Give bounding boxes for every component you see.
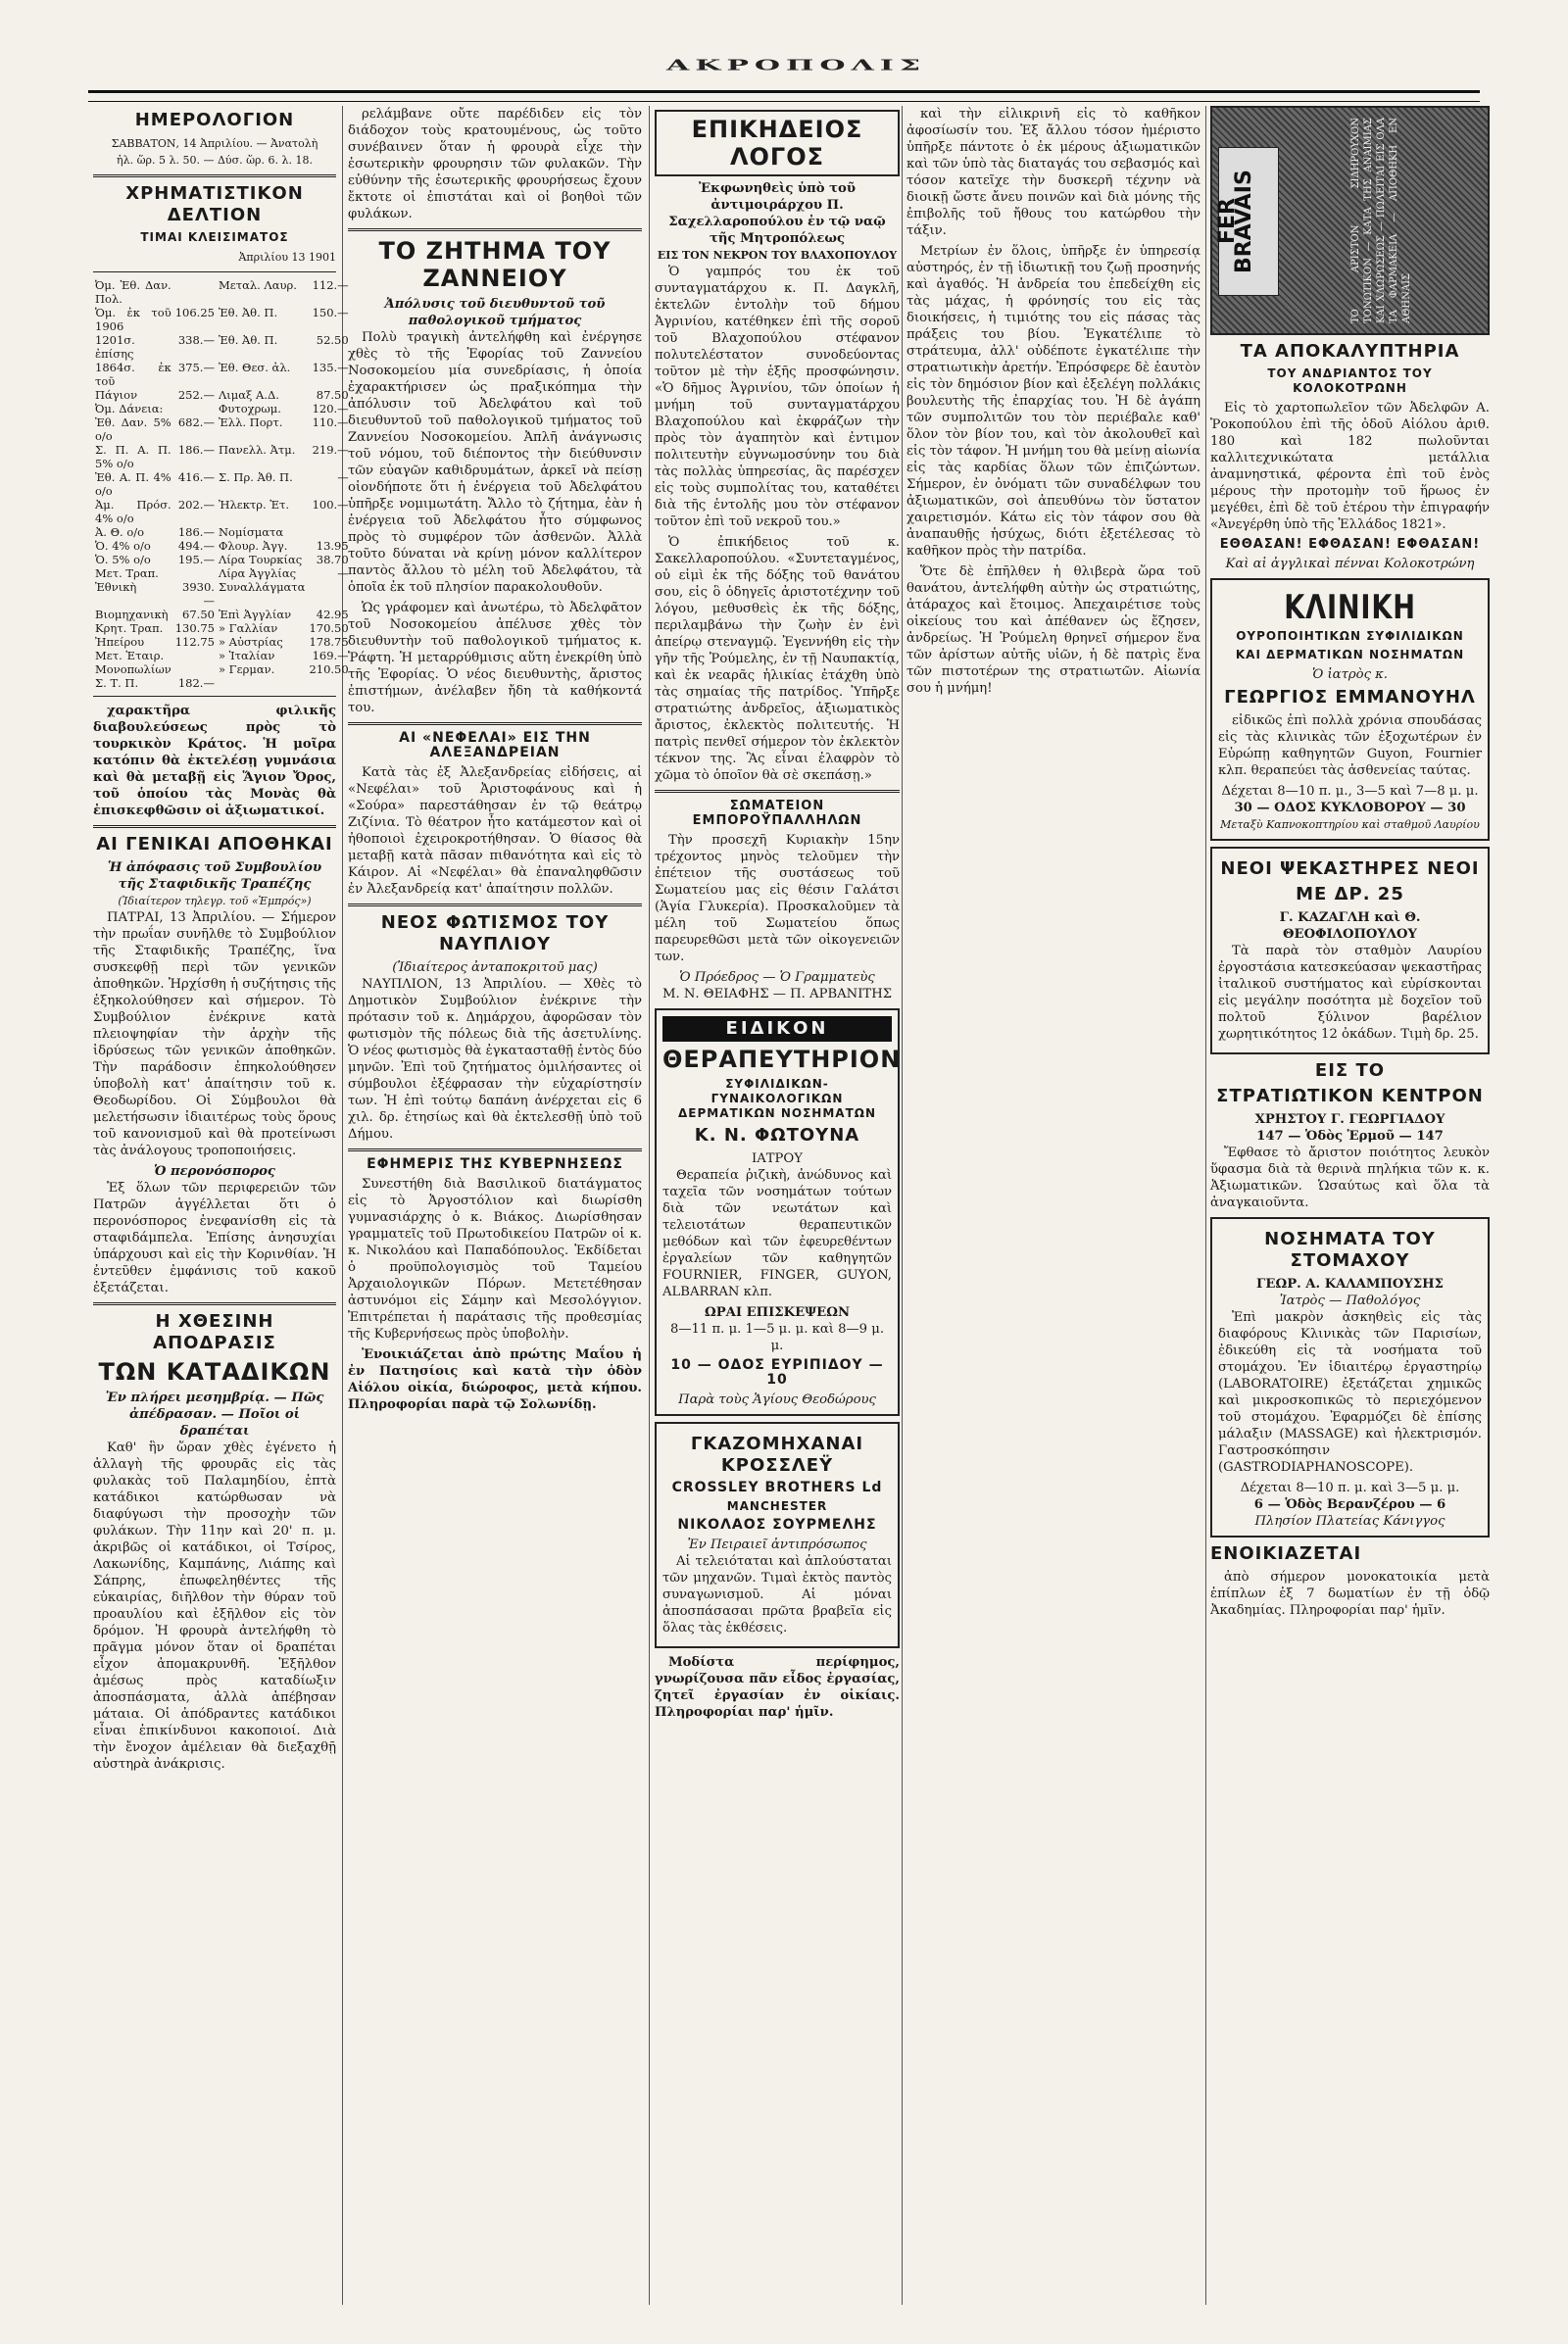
market-cell: Μετ. Τραπ. (95, 566, 159, 580)
article-text: Τὴν προσεχῆ Κυριακὴν 15ην τρέχοντος μηνὸς τελοῦμεν τὴν ἐπέτειον τῆς συστάσεως τοῦ Σωματείου μας εἰς θέσιν Γαλάτσι (Ἁγία Γλυκερία). Προσκαλοῦμεν τὰ μέλη τοῦ Σωματείου ὅπως παρευρεθῶσι μετὰ τῶν οἰκογενειῶν των. (655, 833, 900, 964)
market-row (93, 662, 351, 676)
ad-address: 30 — ΟΔΟΣ ΚΥΚΛΟΒΟΡΟΥ — 30 (1234, 801, 1466, 815)
market-cell: Ἐθνικὴ (95, 580, 137, 594)
column-1 (93, 106, 349, 2315)
market-row (93, 635, 351, 649)
market-row (93, 676, 351, 690)
market-row (93, 415, 351, 443)
market-cell: 112.75 (174, 635, 215, 649)
market-row (93, 278, 351, 306)
almanac-line: ἡλ. ὥρ. 5 λ. 50. — Δύσ. ὥρ. 6. λ. 18. (117, 154, 313, 167)
market-cell: 219.— (312, 443, 349, 457)
market-cell: Ὁ. 5% ο/ο (95, 553, 151, 566)
article-text: καὶ τὴν εἰλικρινῆ εἰς τὸ καθῆκον ἀφοσίωσίν του. Ἐξ ἄλλου τόσον ἠμέριστο ὑπῆρξε πάντοτε ὁ ἐκ μέρους ἀξιωματικῶν καὶ τῶν ὑπὸ τὰς διαταγάς του σεβασμός καὶ τόσον κατεῖχε τὴν δυσκερῆ τέχνην νὰ διοικῇ ὥστε ἄνευ ποινῶν καὶ διὰ μόνης τῆς ἐπιβολῆς τοῦ ἤθους του κατώρθου τὴν τάξιν. (906, 107, 1200, 238)
article-text: Πολὺ τραγικὴ ἀντελήφθη καὶ ἐνέργησε χθὲς τὸ τῆς Ἐφορίας τοῦ Ζαννείου Νοσοκομείου μία συνεδρίασις, ἡ ὁποία ἐχαρακτήρισεν ὡς πραξικόπημα τὴν ἀπόλυσιν τοῦ Ἀδελφάτου καὶ τοῦ διευθυντοῦ τοῦ παθολογικοῦ τμήματος τοῦ Ζαννείου Νοσοκομείου. Ἀπλῆ ἀνάγνωσις τοῦ νόμου, τοῦ διέποντος τὴν διεύθυνσιν τῶν εὐαγῶν καθιδρυμάτων, ἀρκεῖ νὰ πείσῃ οἱονδήποτε ὅτι ἡ ἐνέργεια τοῦ Ἀδελφάτου ὑπῆρξε νομιμωτάτη. Ἄλλο τὸ ζήτημα, ἐὰν ἡ ἐνέργεια τοῦ Ἀδελφάτου ἦτο σύμφωνος πρὸς τὸ συμφέρον τῶν ἀσθενῶν. Ἀλλὰ τοῦτο δύναται νὰ κρίνῃ μόνον καλλίτερον παντὸς ἄλλου τὸ μέλη τοῦ Ἀδελφάτου, τὰ ὁποῖα ἐκ τοῦ πλησίον παρακολουθοῦν. (348, 330, 642, 595)
market-cell: 338.— (177, 333, 215, 347)
ad-price: ΜΕ ΔΡ. 25 (1296, 884, 1404, 904)
ad-doctor: Κ. Ν. ΦΩΤΟΥΝΑ (694, 1125, 860, 1146)
ad-subheadline: ΣΥΦΙΛΙΔΙΚΩΝ-ΓΥΝΑΙΚΟΛΟΓΙΚΩΝ ΔΕΡΜΑΤΙΚΩΝ ΝΟΣΗΜΑΤΩΝ (677, 1077, 877, 1120)
ad-hours: 8—11 π. μ. 1—5 μ. μ. καὶ 8—9 μ. μ. (669, 1322, 885, 1353)
market-cell: Ἀ. Θ. ο/ο (95, 525, 145, 539)
ad-headline: ΝΕΟΙ ΨΕΚΑΣΤΗΡΕΣ ΝΕΟΙ (1220, 858, 1480, 879)
ad-city: MANCHESTER (726, 1499, 828, 1513)
market-cell: Λίρα Ἀγγλίας (218, 566, 297, 580)
market-row (93, 580, 351, 608)
market-row (93, 333, 351, 361)
ad-crossley (655, 1422, 900, 1648)
ad-address: 6 — Ὁδὸς Βερανζέρου — 6 (1253, 1497, 1446, 1512)
article-text: Μοδίστα περίφημος, γνωρίζουσα πᾶν εἶδος ἐργασίας, ζητεῖ ἐργασίαν ἐν οἰκίαις. Πληροφορίαι παρ' ἡμῖν. (655, 1655, 900, 1720)
article-text: Ὡς γράφομεν καὶ ἀνωτέρω, τὸ Ἀδελφᾶτον τοῦ Νοσοκομείου ἀπέλυσε χθὲς τὸν διευθυντὴν τοῦ παθολογικοῦ τμήματος κ. Ῥάφτη. Ἡ μεταρρύθμισις αὕτη ἐνεκρίθη ὑπὸ τῆς Ἐφορίας. Ὁ νέος διευθυντὴς, ἄριστος ἐπιστήμων, ἀνέλαβεν ἤδη τὰ καθήκοντά του. (348, 601, 642, 715)
market-cell: 100.— (312, 498, 349, 512)
article-text: Ἐνοικιάζεται ἀπὸ πρώτης Μαΐου ἡ ἐν Πατησίοις καὶ κατὰ τὴν ὁδὸν Αἰόλου οἰκία, διώροφος, μετὰ κήπου. Πληροφορίαι παρὰ τῷ Σολωνίδῃ. (348, 1347, 642, 1412)
market-cell (173, 662, 217, 676)
market-cell: 135.— (312, 361, 349, 374)
market-cell: Πάγιον (95, 388, 138, 402)
market-cell: Ἠπείρου (95, 635, 145, 649)
column-3 (655, 106, 900, 2315)
almanac-title: ΗΜΕΡΟΛΟΓΙΟΝ (134, 110, 295, 130)
market-cell: Ἐπὶ Ἀγγλίαν (218, 608, 292, 621)
market-cell (173, 649, 217, 662)
article-text: Συνεστήθη διὰ Βασιλικοῦ διατάγματος εἰς τὸ Ἀργοστόλιον καὶ διωρίσθη γυμνασιάρχης ὁ κ. Βιάκος. Διωρίσθησαν γραμματεῖς τοῦ Πρωτοδικείου Πατρῶν οἱ κ. κ. Νικολάου καὶ Παπαδόπουλος. Ἐκδίδεται ὁ προϋπολογισμὸς τοῦ Ταμείου Ἀρχαιολογικῶν Πόρων. Μετετέθησαν ἀστυνόμοι εἰς Σάμην καὶ Μεσολόγγιον. Ἐπιτρέπεται ἡ παράτασις τῆς προθεσμίας τῆς Κυβερνήσεως πρὸς ὑποβολὴν. (348, 1177, 642, 1342)
market-cell: 186.— (177, 443, 215, 457)
market-row (93, 443, 351, 470)
headline-apothikai: ΑΙ ΓΕΝΙΚΑΙ ΑΠΟΘΗΚΑΙ (96, 834, 333, 855)
market-cell: Μετ. Ἑταιρ. (95, 649, 165, 662)
article-text: Ὁ γαμπρός του ἐκ τοῦ συνταγματάρχου κ. Π. Δαγκλῆ, ἐκτελῶν ἐντολὴν τοῦ δήμου Ἀγρινίου, κατέθηκεν ἐπὶ τῆς σοροῦ τοῦ Βλαχοπούλου στέφανον πολυτελέστατον συνοδεύοντας τοῦτον μὲ τὴν ἑξῆς προσφώνησιν. «Ὁ δῆμος Ἀγρινίου, τῶν ὁποίων ἡ μνήμη τοῦ συνταγματάρχου Βλαχοπούλου καὶ ἐκφράζων τὴν πρὸς τὸν ἀγαπητὸν καὶ ἐντιμον πολιτευτὴν εὐγνωμοσύνην του διὰ τὰς πολλὰς ὑπηρεσίας, ἃς παρέσχεν εἰς τοὺς συμπολίτας του, καταθέτει διὰ τῆς ἐντολῆς μου τὸν στέφανον τοῦτον ἐπὶ τοῦ νεκροῦ του.» (655, 265, 900, 529)
market-cell: 169.— (312, 649, 349, 662)
market-cell: Φυτοχρωμ. (218, 402, 281, 415)
ad-address: 10 — ΟΔΟΣ ΕΥΡΙΠΙΔΟΥ — 10 (670, 1357, 884, 1388)
headline-nefelai: ΑΙ «ΝΕΦΕΛΑΙ» ΕΙΣ ΤΗΝ ΑΛΕΞΑΝΔΡΕΙΑΝ (399, 730, 591, 760)
market-cell: 1864σ. ἐκ τοῦ (95, 361, 172, 388)
ad-text: Ἐπὶ μακρὸν ἀσκηθεὶς εἰς τὰς διαφόρους Κλινικὰς τῶν Παρισίων, ἐδικεύθη εἰς τὰ νοσήματα τοῦ στομάχου. Ἐν ἰδιαιτέρῳ ἐργαστηρίῳ (LABORATOIRE) ἐξετάζεται χημικῶς καὶ μικροσκοπικῶς τὸ περιεχόμενον τοῦ στομάχου. Ἐφαρμόζει δὲ ἐπίσης μάλαξιν (MASSAGE) καὶ ἠλεκτρισμόν. Γαστροσκόπησιν (GASTRODIAPHANOSCOPE). (1218, 1310, 1482, 1475)
ad-place: Ἐν Πειραιεῖ ἀντιπρόσωπος (687, 1538, 867, 1552)
market-cell (173, 278, 217, 306)
almanac-line: ΣΑΒΒΑΤΟΝ, 14 Ἀπριλίου. — Ἀνατολὴ (111, 137, 318, 150)
market-cell: Σ. Πρ. Ἀθ. Π. (218, 470, 293, 484)
market-row (93, 649, 351, 662)
article-text: Κατὰ τὰς ἐξ Ἀλεξανδρείας εἰδήσεις, αἱ «Νεφέλαι» τοῦ Ἀριστοφάνους καὶ ἡ «Σούρα» παρεστάθησαν ἐν τῷ θεάτρῳ Ζιζίνια. Τὸ θέατρον ἦτο κατάμεστον καὶ οἱ ἠθοποιοὶ ἐχειροκροτήθησαν. Ὁ θίασος θὰ μεταβῇ κατὰ πᾶσαν πιθανότητα καὶ εἰς τὸ Κάιρον. Αἱ «Νεφέλαι» θὰ ἐπαναληφθῶσιν ἐν Ἀλεξανδρείᾳ κατ' ἀπαίτησιν πολλῶν. (348, 765, 642, 897)
dateline: (Ἰδιαίτερον τηλεγρ. τοῦ «Ἐμπρός») (118, 895, 312, 907)
market-cell: » Γαλλίαν (218, 621, 278, 635)
subheadline: ΤΟΥ ΑΝΔΡΙΑΝΤΟΣ ΤΟΥ ΚΟΛΟΚΟΤΡΩΝΗ (1267, 366, 1433, 395)
market-cell: Ἀμ. Πρόσ. 4% ο/ο (95, 498, 172, 525)
headline-nafplio: ΝΕΟΣ ΦΩΤΙΣΜΟΣ ΤΟΥ ΝΑΥΠΛΙΟΥ (380, 912, 610, 954)
market-cell: 13.95 (316, 539, 349, 553)
market-cell: Κρητ. Τραπ. (95, 621, 164, 635)
market-cell: Ἐθ. Α. Π. 4% ο/ο (95, 470, 172, 498)
market-title: ΧΡΗΜΑΤΙΣΤΙΚΟΝ ΔΕΛΤΙΟΝ (125, 183, 304, 225)
signature-names: Μ. Ν. ΘΕΙΑΦΗΣ — Π. ΑΡΒΑΝΙΤΗΣ (662, 987, 893, 1001)
ad-doctor-label: Ὁ ἰατρὸς κ. (1311, 667, 1388, 682)
headline-epikideios: ΕΠΙΚΗΔΕΙΟΣ ΛΟΓΟΣ (655, 110, 900, 176)
ad-hours: Δέχεται 8—10 π. μ., 3—5 καὶ 7—8 μ. μ. (1221, 784, 1479, 799)
ad-owner: ΧΡΗΣΤΟΥ Γ. ΓΕΩΡΓΙΑΔΟΥ (1254, 1112, 1446, 1127)
market-cell: 3930.— (182, 580, 215, 608)
ad-headline: ΕΙΣ ΤΟ (1314, 1060, 1386, 1081)
market-cell: Ἐλλ. Πορτ. (218, 415, 283, 429)
market-cell: 682.— (177, 415, 215, 429)
headline-somateion: ΣΩΜΑΤΕΙΟΝ ΕΜΠΟΡΟΫΠΑΛΛΗΛΩΝ (692, 799, 862, 828)
ad-doctor: ΓΕΩΡ. Α. ΚΑΛΑΜΠΟΥΣΗΣ (1256, 1277, 1444, 1292)
subheadline: ΕΙΣ ΤΟΝ ΝΕΚΡΟΝ ΤΟΥ ΒΛΑΧΟΠΟΥΛΟΥ (657, 249, 898, 262)
advertisement-illustration (1210, 106, 1490, 335)
market-cell: 52.50 (316, 333, 349, 347)
ad-landmark: Πλησίον Πλατείας Κάνιγγος (1254, 1514, 1446, 1529)
headline-apodrasis-2: ΤΩΝ ΚΑΤΑΔΙΚΩΝ (98, 1358, 331, 1386)
ad-slogan: ΕΘΘΑΣΑΝ! ΕΦΘΑΣΑΝ! ΕΦΘΑΣΑΝ! (1219, 537, 1481, 552)
ad-brand-label: FER BRAVAIS (1218, 147, 1279, 296)
subheadline: Ἐν πλήρει μεσημβρίᾳ. — Πῶς ἀπέδρασαν. — Ποῖοι οἱ δραπέται (105, 1391, 324, 1439)
market-row (93, 498, 351, 525)
market-cell: — (337, 470, 349, 484)
column-divider (902, 106, 903, 2305)
market-cell: Ὀμ. Ἐθ. Δαν. Πολ. (95, 278, 172, 306)
column-divider (649, 106, 650, 2305)
column-4 (906, 106, 1200, 2315)
ad-headline: ΣΤΡΑΤΙΩΤΙΚΟΝ ΚΕΝΤΡΟΝ (1216, 1086, 1484, 1106)
ad-text: Θεραπεία ῥιζικὴ, ἀνώδυνος καὶ ταχεῖα τῶν νοσημάτων τούτων διὰ τῶν νεωτάτων καὶ τελειοτάτων θεραπευτικῶν μεθόδων καὶ τῶν ἐφευρεθέντων ἐργαλείων τῶν καθηγητῶν FOURNIER, FINGER, GUYON, ALBARRAN κλπ. (662, 1168, 892, 1299)
market-cell: Λίρα Τουρκίας (218, 553, 303, 566)
market-cell (173, 402, 217, 415)
market-cell: Σ. Τ. Π. (95, 676, 139, 690)
market-cell: 67.50 (182, 608, 215, 621)
headline-zanneio: ΤΟ ΖΗΤΗΜΑ ΤΟΥ ΖΑΝΝΕΙΟΥ (378, 237, 612, 292)
ad-text: Τὰ παρὰ τὸν σταθμὸν Λαυρίου ἐργοστάσια κατεσκεύασαν ψεκαστῆρας ἰταλικοῦ συστήματος καὶ εὐρίσκονται εἰς μεγάλην ποσότητα μὲ δοχεῖον τοῦ πολτοῦ ξύλινον βαρέλιον χωρητικότητος 12 ὀκάδων. Τιμὴ δρ. 25. (1218, 944, 1482, 1042)
market-cell: Ἠλεκτρ. Ἑτ. (218, 498, 290, 512)
ad-doctor: ΓΕΩΡΓΙΟΣ ΕΜΜΑΝΟΥΗΛ (1224, 687, 1476, 708)
market-cell: » Γερμαν. (218, 662, 275, 676)
market-cell: 210.50 (309, 662, 349, 676)
market-row (93, 388, 351, 402)
market-cell: Ὁμ. ἐκ τοῦ 1906 (95, 306, 172, 333)
market-row (93, 306, 351, 333)
ad-subheadline: ΟΥΡΟΠΟΙΗΤΙΚΩΝ ΣΥΦΙΛΙΔΙΚΩΝ (1236, 629, 1464, 643)
column-divider (1205, 106, 1206, 2305)
subheadline: Ὁ περονόσπορος (154, 1164, 275, 1179)
market-cell: 112.— (312, 278, 349, 292)
market-row (93, 553, 351, 566)
market-cell: 87.50 (316, 388, 349, 402)
market-cell: Φλουρ. Ἀγγ. (218, 539, 288, 553)
headline-apokalyptiria: ΤΑ ΑΠΟΚΑΛΥΠΤΗΡΙΑ (1240, 341, 1460, 362)
market-cell: Ἐθ. Δαν. 5% ο/ο (95, 415, 172, 443)
market-cell: 186.— (177, 525, 215, 539)
market-subtitle: ΤΙΜΑΙ ΚΛΕΙΣΙΜΑΤΟΣ (140, 230, 289, 244)
market-date: Ἀπριλίου 13 1901 (238, 251, 336, 264)
article-text: Καθ' ἣν ὥραν χθὲς ἐγένετο ἡ ἀλλαγὴ τῆς φρουρᾶς εἰς τὰς φυλακὰς τοῦ Παλαμηδίου, ἑπτὰ κατάδικοι κατώρθωσαν νὰ διαφύγωσι τὴν προσοχὴν τῶν φυλάκων. Τὴν 11ην καὶ 20' π. μ. ἀκριβῶς οἱ κατάδικοι, οἱ Τσίρος, Λακωνίδης, Καμπάνης, Λιάπης καὶ Σάπρης, ἐπωφεληθέντες τῆς εὐκαιρίας, διῆλθον τὴν θύραν τοῦ προαυλίου καὶ ἐξῆλθον εἰς τὸν δρόμον. Ἡ φρουρὰ ἀντελήφθη τὸ πρᾶγμα μόνον ὅταν οἱ δραπέται εἶχον ἀπομακρυνθῆ. Ἐξῆλθον ἀμέσως πρὸς καταδίωξιν ἀποσπάσματα, ἀλλὰ ἀπέβησαν μάταια. Οἱ ἀπόδραντες κατάδικοι εἶναι ἐπικίνδυνοι κακοποιοί. Διὰ τὴν ἔνοχον ἀμέλειαν θὰ διεξαχθῇ αὐστηρὰ ἀνάκρισις. (93, 1441, 336, 1772)
ad-text: ἀπὸ σήμερον μονοκατοικία μετὰ ἐπίπλων ἐξ 7 δωματίων ἐν τῇ ὁδῷ Ἀκαδημίας. Πληροφορίαι παρ' ἡμῖν. (1210, 1570, 1490, 1618)
subheadline: Ἐκφωνηθεὶς ὑπὸ τοῦ ἀντιμοιράρχου Π. Σαχελλαροπούλου ἐν τῷ ναῷ τῆς Μητροπόλεως (668, 181, 886, 246)
market-cell (307, 525, 350, 539)
market-cell: Μεταλ. Λαυρ. (218, 278, 297, 292)
ad-psekastires (1210, 847, 1490, 1054)
ad-brand: CROSSLEY BROTHERS Ld (671, 1480, 883, 1495)
ad-therapeftirion (655, 1008, 900, 1416)
article-text: Ἐξ ὅλων τῶν περιφερειῶν τῶν Πατρῶν ἀγγέλλεται ὅτι ὁ περονόσπορος ἐνεφανίσθη εἰς τὰ σταφιδάμπελα. Ἐπίσης ἀνησυχίαι ὑπάρχουσι καὶ εἰς τὴν Κορινθίαν. Ἡ ἐντεῦθεν ἐμφάνισις τοῦ κακοῦ ἐξετάζεται. (93, 1181, 336, 1295)
market-row (93, 539, 351, 553)
market-cell: Ἐθ. Ἀθ. Π. (218, 333, 278, 347)
subheadline: Ἡ ἀπόφασις τοῦ Συμβουλίου τῆς Σταφιδικῆς Τραπέζης (107, 860, 322, 892)
market-row (93, 525, 351, 539)
market-row (93, 402, 351, 415)
market-row (93, 470, 351, 498)
market-cell: Λιμαξ Α.Δ. (218, 388, 279, 402)
market-cell: 195.— (177, 553, 215, 566)
article-text: Μετρίων ἐν ὅλοις, ὑπῆρξε ἐν ὑπηρεσίᾳ αὐστηρός, ἐν τῇ ἰδιωτικῇ του ζωῇ προσηνής καὶ ἀγαθός. Ἡ ἀνδρεία του ἐπεδείχθη εἰς τὰς μάχας, ἡ φρόνησίς του εἰς τὰς διοικήσεις, ἡ τιμιότης του εἰς πάσας τὰς πράξεις του βίου. Ἐγκατέλιπε τὸ στράτευμα, ἀλλ' οὐδέποτε ἐγκατέλιπε τὴν στρατιωτικὴν ἀρετήν. Ἐπρόσφερε δὲ ἑαυτὸν εἰς τὸν δημόσιον βίον καὶ ἐξελέγη πολλάκις βουλευτὴς τῆς ἐπαρχίας του. Ἡ δὲ ἀγάπη τῶν συμπολιτῶν του τὸν περιέβαλε καθ' ὅλον τὸν βίον του, καὶ τὸν ἀκολουθεῖ καὶ εἰς τὸν τάφον. Ἡ μνήμη του θὰ μείνῃ αἰωνία εἰς τὰς καρδίας ὅλων τῶν ἐπιζώντων. Σήμερον, ἐν ὀνόματι τῶν συναδέλφων του ἀξιωματικῶν, σοὶ ἀπευθύνω τὸν ὕστατον χαιρετισμόν. Κάτω εἰς τὸν τάφον σου θὰ ἀναπαυθῇς ἡσύχως, διότι ἐξετέλεσας τὸ καθῆκον πρὸς τὴν πατρίδα. (906, 244, 1200, 559)
article-text: ΝΑΥΠΛΙΟΝ, 13 Ἀπριλίου. — Χθὲς τὸ Δημοτικὸν Συμβούλιον ἐνέκρινε τὴν πρότασιν τοῦ κ. Δημάρχου, ἀφορῶσαν τὸν φωτισμὸν τῆς πόλεως διὰ τῆς ἀσετυλίνης. Ὁ νέος φωτισμὸς θὰ ἐγκατασταθῇ ἐντὸς δύο μηνῶν. Ἐπὶ τοῦ ζητήματος ὁμιλήσαντες οἱ σύμβουλοι ἐξέφρασαν τὴν εὐχαρίστησίν των. Ἡ ἐπὶ τούτῳ δαπάνη ἀνέρχεται εἰς 6 χιλ. δρ. ἐτησίως καὶ θὰ ἐκτελεσθῇ ὑπὸ τοῦ Δήμου. (348, 977, 642, 1142)
market-cell: 375.— (177, 361, 215, 374)
market-cell (307, 580, 350, 608)
article-text: Εἰς τὸ χαρτοπωλεῖον τῶν Ἀδελφῶν Α. Ῥοκοπούλου ἐπὶ τῆς ὁδοῦ Αἰόλου ἀριθ. 180 καὶ 182 πωλοῦνται καλλιτεχνικώτατα μετάλλια ἀναμνηστικά, φέροντα ἐπὶ τοῦ ἑνὸς μέρους τὴν προτομὴν τοῦ ἥρωος ἐν μεγέθει, ἐπὶ δὲ τοῦ ἑτέρου τὴν ἐπιγραφήν «Ἀνεγέρθη ὑπὸ τῆς Ἑλλάδος 1821». (1210, 401, 1490, 532)
ad-address: 147 — Ὁδὸς Ἑρμοῦ — 147 (1256, 1129, 1444, 1144)
ad-hours-label: ΩΡΑΙ ΕΠΙΣΚΕΨΕΩΝ (704, 1305, 851, 1320)
market-cell (173, 566, 217, 580)
market-row (93, 566, 351, 580)
article-text: ΠΑΤΡΑΙ, 13 Ἀπριλίου. — Σήμερον τὴν πρωΐαν συνῆλθε τὸ Συμβούλιον τῆς Σταφιδικῆς Τραπέζης, ἵνα συσκεφθῇ περὶ τῶν γενικῶν ἀποθηκῶν. Ἠρχίσθη ἡ συζήτησις τῆς ἐξηκολούθησεν καὶ σήμερον. Τὸ Συμβούλιον ἐνέκρινε κατὰ πλειοψηφίαν τὴν ἀρχὴν τῆς ἱδρύσεως τῶν γενικῶν ἀποθηκῶν. Τὴν παράδοσιν ἐπηκολούθησεν ὑποβολὴ κατ' ἀπαίτησιν τοῦ κ. Θεοδωρίδου. Οἱ Σύμβουλοι θὰ μελετήσωσιν ἰδιαιτέρως τοὺς ὅρους τοῦ κανονισμοῦ καὶ θὰ προτείνωσι τὰς ἀνάλογους τροποποιήσεις. (93, 910, 336, 1158)
market-cell: 170.50 (309, 621, 349, 635)
column-5 (1210, 106, 1490, 2315)
ad-illustration-text: ΤΟ ΑΡΙΣΤΟΝ ΣΙΔΗΡΟΥΧΟΝ ΤΟΝΩΤΙΚΟΝ — ΚΑΤΑ ΤΗΣ ΑΝΑΙΜΙΑΣ ΚΑΙ ΧΛΩΡΩΣΕΩΣ — ΠΩΛΕΙΤΑΙ ΕΙΣ ΟΛΑ ΤΑ ΦΑΡΜΑΚΕΙΑ — ΑΠΟΘΗΚΗ ΕΝ ΑΘΗΝΑΙΣ (1350, 118, 1412, 323)
market-cell: 130.75 (174, 621, 215, 635)
market-cell: 182.— (177, 676, 215, 690)
market-row (93, 361, 351, 388)
subheadline: Ἀπόλυσις τοῦ διευθυντοῦ τοῦ παθολογικοῦ τμήματος (384, 297, 606, 328)
market-cell (217, 676, 307, 690)
market-cell: 120.— (312, 402, 349, 415)
ad-title: Ἰατρὸς — Παθολόγος (1279, 1294, 1421, 1308)
headline-kyvernisis: ΕΦΗΜΕΡΙΣ ΤΗΣ ΚΥΒΕΡΝΗΣΕΩΣ (367, 1156, 623, 1172)
article-text: χαρακτῆρα φιλικῆς διαβουλεύσεως πρὸς τὸ τουρκικὸν Κράτος. Ἡ μοῖρα κατόπιν θὰ ἐκτελέσῃ γυμνάσια καὶ θὰ μεταβῇ εἰς Ἅγιον Ὄρος, τοῦ ὁποίου τὰς Μονὰς θὰ ἐπισκεφθῶσιν οἱ ἀξιωματικοί. (93, 704, 336, 818)
ad-headline: ΘΕΡΑΠΕΥΤΗΡΙΟΝ (662, 1046, 902, 1073)
article-text: Ὁ ἐπικήδειος τοῦ κ. Σακελλαροπούλου. «Συντεταγμένος, οὐ εἰμὶ ἐκ τῆς δόξης τοῦ θανάτου σου, εἰς ὃ ὁδηγεῖς ἀριστοτέχνην τοῦ λόγου, μεθυσθεὶς ἐκ τῆς δόξης, περιλαμβάνω τὴν ζωὴν ἐν ἑνὶ ἀπείρῳ στεναγμῷ. Ἐγεννήθη εἰς τὴν γῆν τῆς Ῥούμελης, ἐν τῇ Ναυπακτίᾳ, καὶ ἐκ νεαρᾶς ἡλικίας ἐτάχθη ὑπὸ τὰς σημαίας τῆς πατρίδος. Ὑπῆρξε στρατιώτης ἀνδρεῖος, ἀξιωματικὸς ἄριστος, ἐκλεκτὸς πολιτευτής. Ἡ πατρὶς πενθεῖ σήμερον τὸν ἐκλεκτὸν τέκνον της. Ἂς εἶναι ἐλαφρὸν τὸ χῶμα τὸ ὁποῖον θὰ σὲ σκεπάσῃ.» (655, 535, 900, 783)
ad-text: εἰδικῶς ἐπὶ πολλὰ χρόνια σπουδάσας εἰς τὰς κλινικὰς τῶν ἐξοχωτέρων ἐν Εὐρώπῃ καθηγητῶν Guyon, Fournier κλπ. θεραπεύει τὰς ἀσθενείας ταύτας. (1218, 713, 1482, 778)
ad-landmark: Παρὰ τοὺς Ἁγίους Θεοδώρους (678, 1392, 876, 1407)
ad-maker: Γ. ΚΑΖΑΓΛΗ καὶ Θ. ΘΕΟΦΙΛΟΠΟΥΛΟΥ (1279, 910, 1421, 942)
market-cell: Σ. Π. Α. Π. 5% ο/ο (95, 443, 172, 470)
subheadline: (Ἰδιαίτερος ἀνταποκριτοῦ μας) (392, 960, 598, 975)
market-cell: Νομίσματα (218, 525, 284, 539)
article-text: ρελάμβανε οὔτε παρέδιδεν εἰς τὸν διάδοχον τοὺς κρατουμένους, ὡς τοῦτο συνέβαινεν ὅταν ἡ φρουρὰ εἶχε τὴν ἐσωτερικὴν φρουρησιν τῶν φυλακῶν. Τὴν εὐθύνην τῆς ἐσωτερικῆς φρουρήσεως ἔχουν ἔκτοτε οἱ ἐπιστάται καὶ οἱ βοηθοὶ τῶν φυλάκων. (348, 107, 642, 221)
market-cell: 178.75 (309, 635, 349, 649)
market-table (93, 278, 351, 690)
market-cell: 1201σ. ἐπίσης (95, 333, 135, 361)
ad-landmark: Μεταξὺ Καπνοκοπτηρίου καὶ σταθμοῦ Λαυρίου (1220, 818, 1480, 831)
market-cell: 42.95 (316, 608, 349, 621)
ad-agent: ΝΙΚΟΛΑΟΣ ΣΟΥΡΜΕΛΗΣ (677, 1517, 877, 1533)
ad-tail: Καὶ αἱ ἀγγλικαὶ πένναι Κολοκοτρώνη (1225, 557, 1475, 571)
market-cell: 494.— (177, 539, 215, 553)
ad-headline: ΚΛΙΝΙΚΗ (1284, 588, 1416, 627)
headline-apodrasis: Η ΧΘΕΣΙΝΗ ΑΠΟΔΡΑΣΙΣ (153, 1311, 276, 1353)
ad-headline: ΕΝΟΙΚΙΑΖΕΤΑΙ (1210, 1543, 1362, 1564)
market-cell: 150.— (312, 306, 349, 319)
ad-kliniki (1210, 578, 1490, 841)
market-cell: » Ἰταλίαν (218, 649, 275, 662)
market-cell: » Αὐστρίας (218, 635, 283, 649)
ad-headline: ΝΟΣΗΜΑΤΑ ΤΟΥ ΣΤΟΜΑΧΟΥ (1264, 1229, 1436, 1271)
ad-subheadline: ΚΑΙ ΔΕΡΜΑΤΙΚΩΝ ΝΟΣΗΜΑΤΩΝ (1235, 648, 1465, 661)
market-cell: Ἐθ. Θεσ. ἀλ. (218, 361, 291, 374)
article-text: Ὅτε δὲ ἐπῆλθεν ἡ θλιβερὰ ὥρα τοῦ θανάτου, ἀντελήφθη αὐτὴν ὡς στρατιώτης, ἀτάραχος καὶ ἔτοιμος. Ἀπεχαιρέτισε τοὺς οἰκείους του καὶ ἀπέθανεν ὡς ἔζησεν, ἀνδρείως. Ἡ Ῥούμελη θρηνεῖ σήμερον ἕνα τῶν ἀρίστων αὐτῆς υἱῶν, ἡ δὲ πατρὶς ἕνα τῶν πιστοτέρων της στρατιωτῶν. Αἰωνία σου ἡ μνήμη! (906, 564, 1200, 696)
ad-banner: ΕΙΔΙΚΟΝ (662, 1016, 892, 1042)
market-cell: Βιομηχανικὴ (95, 608, 169, 621)
market-cell: 38.70 (316, 553, 349, 566)
market-cell: Ἑθ. Ἀθ. Π. (218, 306, 278, 319)
ad-headline: ΓΚΑΖΟΜΗΧΑΝΑΙ ΚΡΟΣΣΛΕΫ (690, 1434, 864, 1476)
column-2 (348, 106, 642, 2315)
market-cell: Συναλλάγματα (218, 580, 306, 594)
market-cell: 106.25 (174, 306, 215, 319)
ad-stomatos (1210, 1217, 1490, 1538)
signature-label: Ὁ Πρόεδρος — Ὁ Γραμματεὺς (679, 970, 875, 985)
market-cell (307, 676, 350, 690)
market-cell: 202.— (177, 498, 215, 512)
market-cell: 416.— (177, 470, 215, 484)
market-cell: 110.— (312, 415, 349, 429)
ad-hours: Δέχεται 8—10 π. μ. καὶ 3—5 μ. μ. (1240, 1481, 1460, 1495)
market-cell: Μονοπωλίων (95, 662, 172, 676)
market-cell: 252.— (177, 388, 215, 402)
masthead-title: ΑΚΡΟΠΟΛΙΣ (666, 57, 927, 74)
ad-text: Αἱ τελειόταται καὶ ἁπλούσταται τῶν μηχανῶν. Τιμαὶ ἐκτὸς παντὸς συναγωνισμοῦ. Αἱ μόναι ἀποσπάσασαι πρῶτα βραβεῖα εἰς ὅλας τὰς ἐκθέσεις. (662, 1554, 892, 1636)
market-cell: Πανελλ. Ἀτμ. (218, 443, 296, 457)
market-cell: Ὁ. 4% ο/ο (95, 539, 151, 553)
market-row (93, 621, 351, 635)
market-row (93, 608, 351, 621)
ad-title: ΙΑΤΡΟΥ (752, 1151, 803, 1166)
ad-text: Ἔφθασε τὸ ἄριστον ποιότητος λευκὸν ὕφασμα διὰ τὰ θερινὰ πηλήκια τῶν κ. κ. Ἀξιωματικῶν. Ὡσαύτως καὶ ὅλα τὰ ἀναγκαιοῦντα. (1210, 1146, 1490, 1210)
market-cell: Ὀμ. Δάνεια: (95, 402, 164, 415)
masthead-rule (88, 90, 1480, 102)
market-cell: — (337, 566, 349, 580)
